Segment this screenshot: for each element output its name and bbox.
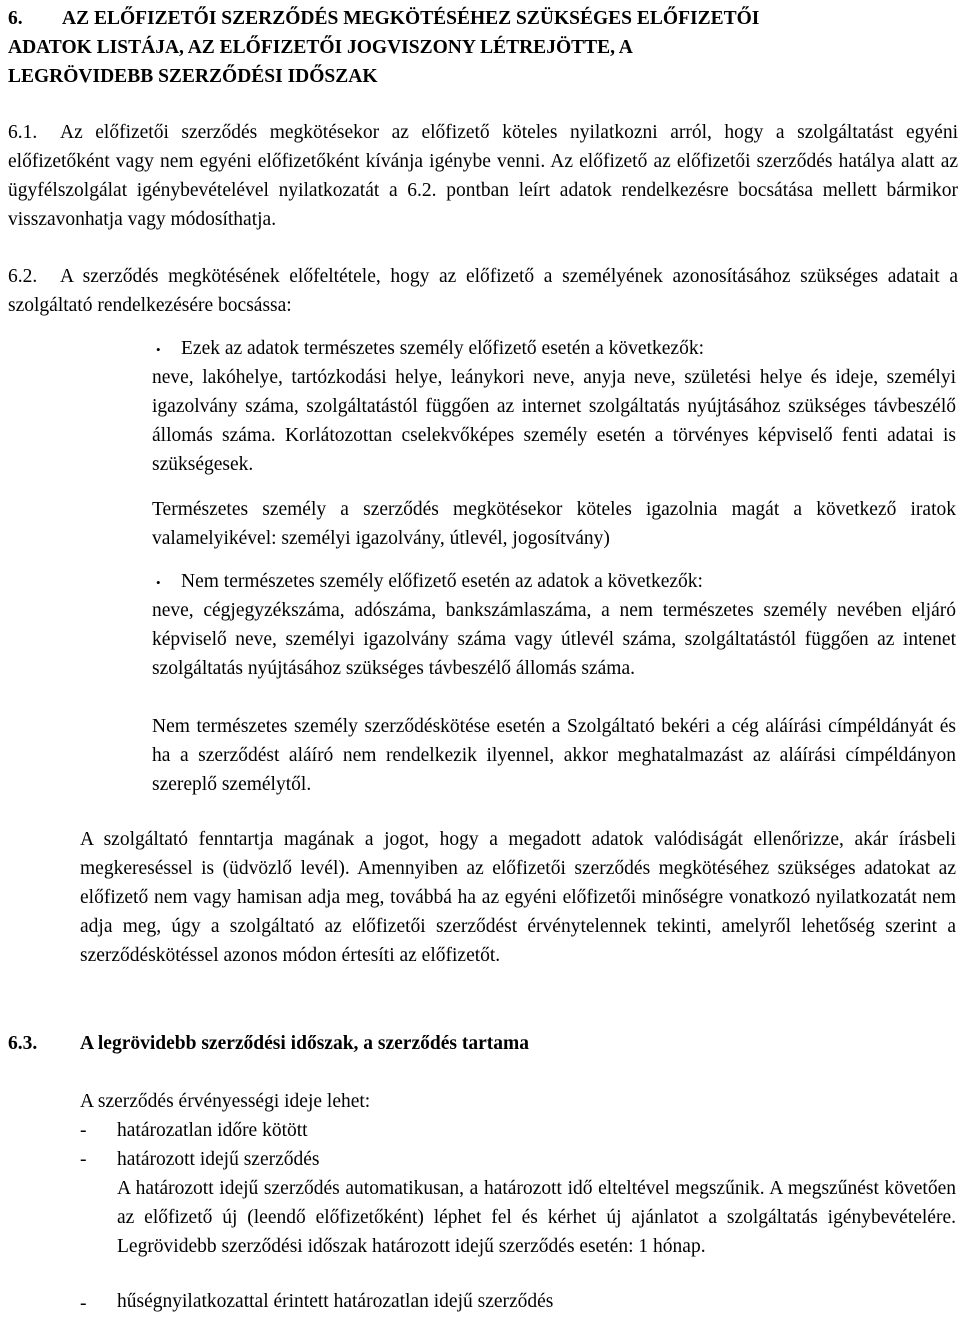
section-heading-line-1: AZ ELŐFIZETŐI SZERZŐDÉS MEGKÖTÉSÉHEZ SZÜKSÉGES ELŐFIZETŐI <box>62 8 760 29</box>
list-item-text: hűségnyilatkozattal érintett határozatlan idejű szerződés <box>117 1291 554 1312</box>
paragraph-6-2: A szerződés megkötésének előfeltétele, hogy az előfizető a személyének azonosításához szükséges adatait a szolgáltató rendelkezésére bocsássa: <box>8 266 958 316</box>
bullet-lead: Ezek az adatok természetes személy előfizető esetén a következők: <box>181 338 704 359</box>
bullet-icon: • <box>156 342 161 357</box>
dash-marker: - <box>80 1149 87 1170</box>
validity-intro: A szerződés érvényességi ideje lehet: <box>80 1091 371 1112</box>
section-heading-line-3: LEGRÖVIDEBB SZERZŐDÉSI IDŐSZAK <box>8 66 378 87</box>
section-6-3-heading: A legrövidebb szerződési időszak, a szerződés tartama <box>80 1033 529 1054</box>
paragraph-number-6-3: 6.3. <box>8 1033 38 1054</box>
section-number: 6. <box>8 8 23 29</box>
fixed-term-note: A határozott idejű szerződés automatikusan, a határozott idő elteltével megszűnik. A megszűnést követően az előfizető új (leendő előfizetőként) léphet fel és kérhet új ajánlatot a szolgáltatás igénybevételére. Legrövidebb szerződési időszak határozott idejű szerződés esetén: 1 hónap. <box>117 1178 956 1257</box>
bullet-icon: • <box>156 575 161 590</box>
paragraph-number-6-1: 6.1. <box>8 122 38 143</box>
dash-marker: - <box>80 1120 87 1141</box>
paragraph-data-verification: A szolgáltató fenntartja magának a jogot, hogy a megadott adatok valódiságát ellenőrizze, akár írásbeli megkereséssel is (üdvözlő levél). Amennyiben az előfizetői szerződés megkötéséhez szükséges adatokat az előfizető nem vagy hamisan adja meg, továbbá ha az egyéni előfizetői minőségre vonatkozó nyilatkozatát nem adja meg, úgy a szolgáltató az előfizetői szerződést érvénytelennek tekinti, amelyről lehetőség szerint a szerződéskötéssel azonos módon értesíti az előfizetőt. <box>80 829 956 966</box>
section-heading-line-2: ADATOK LISTÁJA, AZ ELŐFIZETŐI JOGVISZONY LÉTREJÖTTE, A <box>8 37 633 58</box>
bullet-body: neve, lakóhelye, tartózkodási helye, leánykori neve, anyja neve, születési helye és ideje, személyi igazolvány száma, szolgáltatástól függően az internet szolgáltatás nyújtásához szükséges távbeszélő állomás száma. Korlátozottan cselekvőképes személy esetén a törvényes képviselő fenti adatai is szükségesek. <box>152 367 956 475</box>
paragraph-number-6-2: 6.2. <box>8 266 38 287</box>
bullet-extra: Természetes személy a szerződés megkötésekor köteles igazolnia magát a következő iratok valamelyikével: személyi igazolvány, útlevél, jogosítvány) <box>152 499 956 549</box>
bullet-body: neve, cégjegyzékszáma, adószáma, bankszámlaszáma, a nem természetes személy nevében eljáró képviselő neve, személyi igazolvány száma vagy útlevél száma, szolgáltatástól függően az intenet szolgáltatás nyújtásához szükséges távbeszélő állomás száma. <box>152 600 956 679</box>
paragraph-6-1: Az előfizetői szerződés megkötésekor az előfizető köteles nyilatkozni arról, hogy a szolgáltatást egyéni előfizetőként vagy nem egyéni előfizetőként kívánja igénybe venni. Az előfizető az előfizetői szerződés hatálya alatt az ügyfélszolgálat igénybevételével nyilatkozatát a 6.2. pontban leírt adatok rendelkezésre bocsátása mellett bármikor visszavonhatja vagy módosíthatja. <box>8 122 958 230</box>
bullet-extra: Nem természetes személy szerződéskötése esetén a Szolgáltató bekéri a cég aláírási címpéldányát és ha a szerződést aláíró nem rendelkezik ilyennel, akkor meghatalmazást az aláírási címpéldányon szereplő személytől. <box>152 716 956 795</box>
list-item-text: határozatlan időre kötött <box>117 1120 308 1141</box>
bullet-lead: Nem természetes személy előfizető esetén az adatok a következők: <box>181 571 703 592</box>
dash-marker: - <box>80 1293 87 1314</box>
list-item-text: határozott idejű szerződés <box>117 1149 320 1170</box>
